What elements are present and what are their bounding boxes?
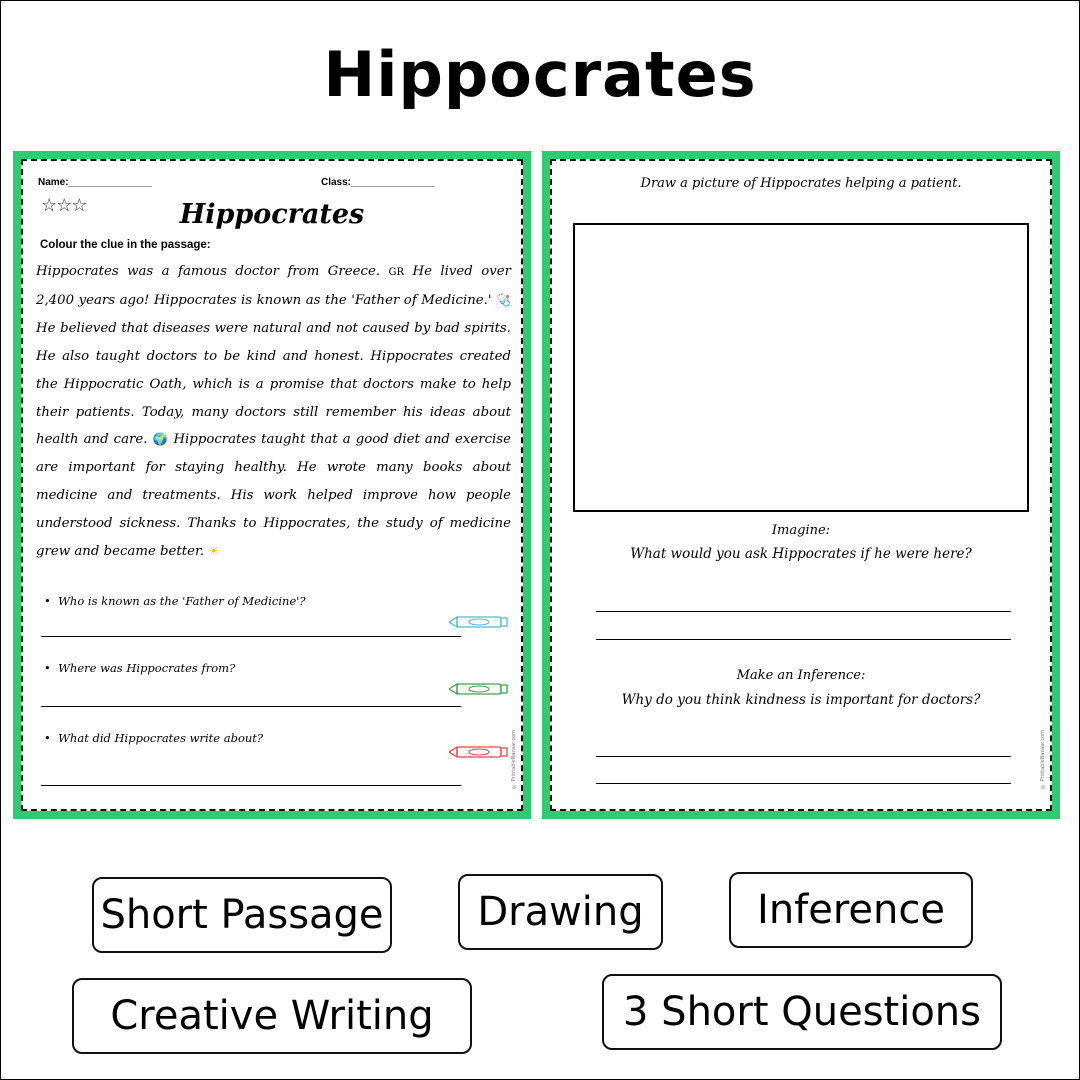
class-field-label: Class:_______________ [321, 177, 435, 188]
passage-sentence-1: Hippocrates was a famous doctor from Greece. [36, 264, 381, 279]
question-bullet: • [44, 594, 51, 608]
answer-line-3[interactable] [41, 785, 461, 786]
rating-stars-icon: ☆☆☆ [41, 195, 87, 216]
question-bullet: • [44, 731, 51, 745]
worksheet-activity-preview [542, 151, 1060, 819]
inference-answer-line-2[interactable] [596, 783, 1011, 784]
passage-sentence-2: He lived over 2,400 years ago! Hippocrates is known as the 'Father of Medicine.' [36, 264, 511, 308]
imagine-answer-line-1[interactable] [596, 611, 1011, 612]
worksheet-title: Hippocrates [179, 199, 365, 230]
answer-line-2[interactable] [41, 706, 461, 707]
globe-icon: 🌍 [152, 432, 169, 447]
page-title: Hippocrates [323, 38, 757, 111]
worksheet-instruction: Colour the clue in the passage: [40, 239, 211, 251]
drawing-box[interactable] [573, 223, 1029, 512]
tag-inference: Inference [729, 872, 973, 948]
greece-flag-icon: GR [388, 267, 405, 278]
tag-short-passage: Short Passage [92, 877, 392, 953]
worksheet-activity-page [550, 159, 1052, 811]
drawing-prompt: Draw a picture of Hippocrates helping a patient. [640, 176, 962, 191]
question-2 [44, 661, 235, 675]
answer-line-1[interactable] [41, 636, 461, 637]
question-bullet: • [44, 661, 51, 675]
tag-3-short-questions: 3 Short Questions [602, 974, 1002, 1050]
passage-sentence-3: He believed that diseases were natural and not caused by bad spirits. He also taught doctors to be kind and honest. Hippocrates created the Hippocratic Oath, which is a promise that doctors make to help their patients. Today, many doctors still remember his ideas about health and care. [36, 320, 511, 448]
sun-icon: ☀ [208, 544, 220, 559]
copyright-credit: © PrintableBazaar.com [511, 730, 517, 789]
tag-drawing: Drawing [458, 874, 663, 950]
question-2-text: Where was Hippocrates from? [58, 661, 236, 675]
inference-question: Why do you think kindness is important for doctors? [621, 692, 981, 708]
green-crayon-icon [449, 682, 509, 696]
inference-answer-line-1[interactable] [596, 756, 1011, 757]
imagine-answer-line-2[interactable] [596, 639, 1011, 640]
question-3 [44, 731, 263, 745]
red-crayon-icon [449, 745, 509, 759]
reading-passage [36, 258, 511, 566]
imagine-heading: Imagine: [771, 523, 831, 538]
question-3-text: What did Hippocrates write about? [58, 731, 264, 745]
worksheet-passage-preview [13, 151, 531, 819]
worksheet-passage-page [21, 159, 523, 811]
blue-crayon-icon [449, 615, 509, 629]
stethoscope-icon: 🩺 [496, 292, 511, 307]
imagine-question: What would you ask Hippocrates if he were here? [630, 546, 972, 562]
inference-heading: Make an Inference: [736, 668, 866, 683]
question-1 [44, 594, 306, 608]
tag-creative-writing: Creative Writing [72, 978, 472, 1054]
passage-sentence-4: Hippocrates taught that a good diet and exercise are important for staying healthy. He wrote many books about medicine and treatments. His work helped improve how people understood sickness. Thanks to Hippocrates, the study of medicine grew and became better. [36, 432, 511, 560]
name-field-label: Name:_______________ [38, 177, 152, 188]
question-1-text: Who is known as the 'Father of Medicine'? [58, 594, 306, 608]
copyright-credit: © PrintableBazaar.com [1040, 730, 1046, 789]
